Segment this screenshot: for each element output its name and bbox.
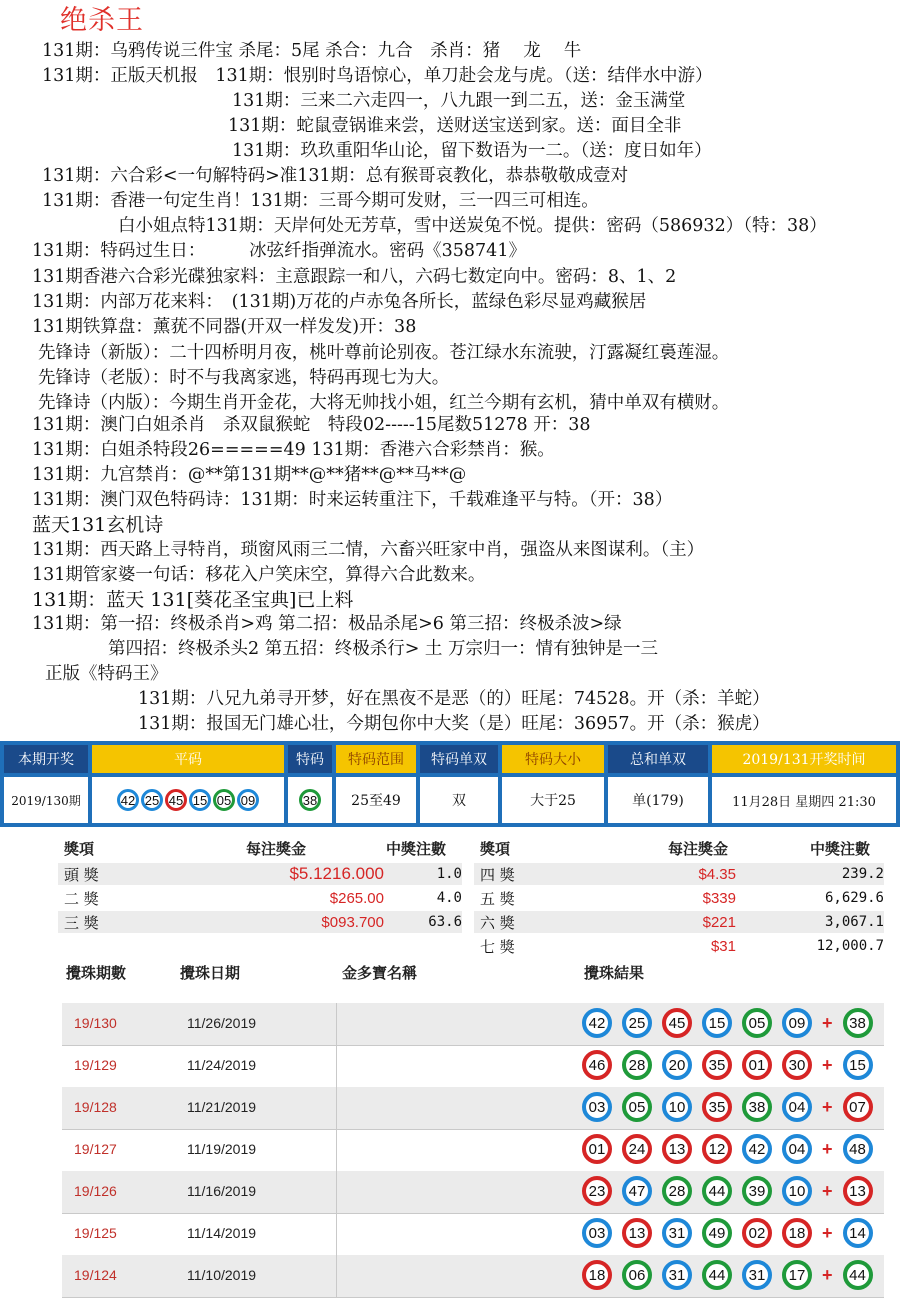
lottery-ball: 13 bbox=[622, 1218, 652, 1248]
prize-count: 4.0 bbox=[436, 890, 462, 906]
text-line: 131期：正版天机报 131期：恨别时鸟语惊心，单刀赴会龙与虎。（送：结伴水中游） bbox=[42, 66, 713, 86]
prize-count: 12,000.7 bbox=[816, 938, 884, 954]
special-ball: 48 bbox=[843, 1134, 873, 1164]
prize-header-amount: 每注獎金 bbox=[668, 840, 729, 858]
header-special-number: 特码 bbox=[288, 745, 332, 773]
draw-date: 11/10/2019 bbox=[187, 1267, 257, 1283]
lottery-ball: 25 bbox=[141, 789, 163, 811]
prize-count: 1.0 bbox=[436, 866, 462, 882]
draw-period: 19/127 bbox=[74, 1141, 117, 1157]
prize-row bbox=[474, 911, 884, 933]
text-line: 131期：香港一句定生肖！131期：三哥今期可发财，三一四三可相连。 bbox=[42, 191, 599, 211]
lottery-ball: 35 bbox=[702, 1050, 732, 1080]
result-balls bbox=[582, 1008, 873, 1038]
lottery-ball: 04 bbox=[782, 1092, 812, 1122]
lottery-ball: 42 bbox=[582, 1008, 612, 1038]
special-ball: 14 bbox=[843, 1218, 873, 1248]
header-current-draw: 本期开奖 bbox=[4, 745, 88, 773]
special-big-small: 大于25 bbox=[502, 777, 604, 823]
lottery-ball: 04 bbox=[782, 1134, 812, 1164]
prize-amount: $31 bbox=[710, 937, 736, 955]
regular-balls bbox=[92, 777, 284, 823]
lottery-ball: 09 bbox=[782, 1008, 812, 1038]
result-balls bbox=[582, 1092, 873, 1122]
table-row bbox=[62, 1087, 884, 1130]
special-ball: 07 bbox=[843, 1092, 873, 1122]
table-row bbox=[62, 1171, 884, 1214]
prize-amount: $093.700 bbox=[321, 913, 384, 931]
prize-amount: $339 bbox=[702, 889, 736, 907]
special-ball: 13 bbox=[843, 1176, 873, 1206]
result-balls bbox=[582, 1134, 873, 1164]
prize-count: 3,067.1 bbox=[824, 914, 884, 930]
column-divider bbox=[336, 1129, 337, 1171]
lottery-ball: 17 bbox=[782, 1260, 812, 1290]
prize-name: 二 獎 bbox=[64, 889, 99, 908]
lottery-ball: 15 bbox=[189, 789, 211, 811]
lottery-ball: 05 bbox=[622, 1092, 652, 1122]
draw-period: 19/124 bbox=[74, 1267, 117, 1283]
lottery-ball: 18 bbox=[782, 1218, 812, 1248]
prize-row bbox=[474, 863, 884, 885]
text-line: 先锋诗（老版）：时不与我离家逃，特码再现七为大。 bbox=[38, 368, 450, 388]
draw-date: 11/19/2019 bbox=[187, 1141, 257, 1157]
result-balls bbox=[582, 1260, 873, 1290]
draw-date: 11/14/2019 bbox=[187, 1225, 257, 1241]
header-special-big-small: 特码大小 bbox=[502, 745, 604, 773]
header-regular-numbers: 平码 bbox=[92, 745, 284, 773]
text-line: 131期：白姐杀特段26=====49 131期：香港六合彩禁肖：猴。 bbox=[32, 440, 555, 460]
plus-icon: + bbox=[822, 1012, 833, 1033]
lottery-ball: 38 bbox=[742, 1092, 772, 1122]
prize-amount: $4.35 bbox=[698, 865, 736, 883]
lottery-ball: 39 bbox=[742, 1176, 772, 1206]
lottery-ball: 01 bbox=[582, 1134, 612, 1164]
prize-amount: $265.00 bbox=[329, 889, 384, 907]
text-line: 131期：三来二六走四一，八九跟一到二五，送：金玉满堂 bbox=[232, 91, 686, 111]
lottery-ball: 42 bbox=[742, 1134, 772, 1164]
lottery-ball: 05 bbox=[213, 789, 235, 811]
prize-name: 五 獎 bbox=[480, 889, 515, 908]
lottery-ball: 03 bbox=[582, 1218, 612, 1248]
lottery-ball: 31 bbox=[662, 1260, 692, 1290]
text-line: 131期管家婆一句话：移花入户笑床空，算得六合此数来。 bbox=[32, 565, 486, 585]
draw-date: 11/16/2019 bbox=[187, 1183, 257, 1199]
prize-count: 239.2 bbox=[841, 866, 884, 882]
text-line: 131期：报国无门雄心壮，今期包你中大奖（是）旺尾：36957。开（杀：猴虎） bbox=[138, 714, 770, 734]
prize-row bbox=[474, 887, 884, 909]
special-ball: 44 bbox=[843, 1260, 873, 1290]
text-line: 131期：澳门白姐杀肖 杀双鼠猴蛇 特段02-----15尾数51278 开：38 bbox=[32, 415, 591, 435]
lottery-ball: 49 bbox=[702, 1218, 732, 1248]
plus-icon: + bbox=[822, 1138, 833, 1159]
header-special-range: 特码范围 bbox=[336, 745, 416, 773]
lottery-ball: 46 bbox=[582, 1050, 612, 1080]
lottery-ball: 01 bbox=[742, 1050, 772, 1080]
prize-header-count: 中獎注數 bbox=[810, 840, 871, 858]
results-header-name: 金多寶名稱 bbox=[342, 964, 418, 982]
table-row bbox=[62, 1003, 884, 1046]
lottery-ball: 45 bbox=[662, 1008, 692, 1038]
results-header-period: 攪珠期數 bbox=[66, 964, 127, 982]
draw-period: 19/125 bbox=[74, 1225, 117, 1241]
prize-header-amount: 每注獎金 bbox=[246, 840, 307, 858]
text-line: 131期：第一招：终极杀肖>鸡 第二招：极品杀尾>6 第三招：终极杀波>绿 bbox=[32, 614, 622, 634]
prize-name: 六 獎 bbox=[480, 913, 515, 932]
lottery-ball: 02 bbox=[742, 1218, 772, 1248]
column-divider bbox=[336, 1045, 337, 1087]
text-line: 先锋诗（内版）：今期生肖开金花，大将无帅找小姐，红兰今期有玄机，猜中单双有横财。 bbox=[38, 393, 730, 413]
lottery-ball: 31 bbox=[662, 1218, 692, 1248]
lottery-ball: 18 bbox=[582, 1260, 612, 1290]
prize-count: 63.6 bbox=[428, 914, 462, 930]
lottery-ball: 05 bbox=[742, 1008, 772, 1038]
lottery-ball: 42 bbox=[117, 789, 139, 811]
prize-count: 6,629.6 bbox=[824, 890, 884, 906]
lottery-ball: 20 bbox=[662, 1050, 692, 1080]
column-divider bbox=[336, 1003, 337, 1045]
text-line: 131期：蛇鼠壹锅谁来尝，送财送宝送到家。送：面目全非 bbox=[228, 116, 682, 136]
draw-period: 19/128 bbox=[74, 1099, 117, 1115]
prize-name: 七 獎 bbox=[480, 937, 515, 956]
special-range: 25至49 bbox=[336, 777, 416, 823]
lottery-ball: 44 bbox=[702, 1260, 732, 1290]
special-odd-even: 双 bbox=[420, 777, 498, 823]
plus-icon: + bbox=[822, 1264, 833, 1285]
special-ball: 38 bbox=[843, 1008, 873, 1038]
plus-icon: + bbox=[822, 1054, 833, 1075]
prize-name: 三 獎 bbox=[64, 913, 99, 932]
lottery-ball: 06 bbox=[622, 1260, 652, 1290]
text-line: 131期铁算盘：薰莸不同器(开双一样发发)开：38 bbox=[32, 317, 417, 337]
text-line: 131期：玖玖重阳华山论，留下数语为一二。（送：度日如年） bbox=[232, 141, 712, 161]
text-line: 蓝天131玄机诗 bbox=[32, 514, 164, 536]
special-ball: 15 bbox=[843, 1050, 873, 1080]
column-divider bbox=[336, 1087, 337, 1129]
prize-amount: $5.1216.000 bbox=[289, 864, 384, 883]
lottery-ball: 13 bbox=[662, 1134, 692, 1164]
table-row bbox=[62, 1129, 884, 1172]
header-special-odd-even: 特码单双 bbox=[420, 745, 498, 773]
prize-row bbox=[58, 887, 462, 909]
special-ball: 38 bbox=[299, 789, 321, 811]
table-row bbox=[62, 1045, 884, 1088]
result-balls bbox=[582, 1050, 873, 1080]
lottery-ball: 25 bbox=[622, 1008, 652, 1038]
lottery-ball: 28 bbox=[622, 1050, 652, 1080]
results-header-result: 攪珠結果 bbox=[584, 964, 645, 982]
result-balls bbox=[582, 1176, 873, 1206]
text-line: 131期：特码过生日： 冰弦纤指弹流水。密码《358741》 bbox=[32, 241, 526, 261]
plus-icon: + bbox=[822, 1222, 833, 1243]
draw-period: 2019/130期 bbox=[4, 777, 88, 823]
lottery-ball: 28 bbox=[662, 1176, 692, 1206]
lottery-ball: 09 bbox=[237, 789, 259, 811]
draw-result-table bbox=[0, 741, 900, 827]
text-line: 131期：内部万花来料： (131期)万花的卢赤兔各所长，蓝绿色彩尽显鸡藏猴居 bbox=[32, 292, 647, 312]
draw-date: 11/26/2019 bbox=[187, 1015, 257, 1031]
prize-header-name: 獎項 bbox=[64, 840, 95, 858]
text-line: 131期：乌鸦传说三件宝 杀尾：5尾 杀合：九合 杀肖：猪 龙 牛 bbox=[42, 41, 582, 61]
prize-header-name: 獎項 bbox=[480, 840, 511, 858]
result-balls bbox=[582, 1218, 873, 1248]
lottery-ball: 12 bbox=[702, 1134, 732, 1164]
table-row bbox=[62, 1213, 884, 1256]
text-line: 第四招：终极杀头2 第五招：终极杀行> 土 万宗归一：情有独钟是一三 bbox=[108, 639, 658, 659]
text-line: 白小姐点特131期：天岸何处无芳草，雪中送炭兔不悦。提供：密码（586932）（特：38） bbox=[118, 216, 827, 236]
text-line: 131期：澳门双色特码诗：131期：时来运转重注下，千载难逢平与特。（开：38） bbox=[32, 490, 673, 510]
text-line: 131期：九宫禁肖：@**第131期**@**猪**@**马**@ bbox=[32, 465, 467, 485]
lottery-ball: 15 bbox=[702, 1008, 732, 1038]
lottery-ball: 45 bbox=[165, 789, 187, 811]
column-divider bbox=[336, 1213, 337, 1255]
prize-row bbox=[474, 935, 884, 957]
text-line: 131期：六合彩<一句解特码>准131期：总有猴哥哀教化，恭恭敬敬成壹对 bbox=[42, 166, 629, 186]
header-sum-odd-even: 总和单双 bbox=[608, 745, 708, 773]
text-line: 正版《特码王》 bbox=[45, 664, 168, 684]
draw-period: 19/126 bbox=[74, 1183, 117, 1199]
prize-header-count: 中獎注數 bbox=[386, 840, 447, 858]
lottery-ball: 10 bbox=[662, 1092, 692, 1122]
lottery-ball: 31 bbox=[742, 1260, 772, 1290]
column-divider bbox=[336, 1255, 337, 1297]
prize-name: 頭 獎 bbox=[64, 865, 99, 884]
text-line: 先锋诗（新版）：二十四桥明月夜，桃叶尊前论别夜。苍江绿水东流驶，汀露凝红裛莲湿。 bbox=[38, 343, 730, 363]
sum-odd-even: 单(179) bbox=[608, 777, 708, 823]
next-draw-time: 11月28日 星期四 21:30 bbox=[712, 777, 896, 823]
lottery-ball: 44 bbox=[702, 1176, 732, 1206]
column-divider bbox=[336, 1171, 337, 1213]
page-title: 绝杀王 bbox=[60, 5, 144, 36]
lottery-ball: 10 bbox=[782, 1176, 812, 1206]
lottery-ball: 47 bbox=[622, 1176, 652, 1206]
draw-period: 19/129 bbox=[74, 1057, 117, 1073]
text-line: 131期：西天路上寻特肖，琐窗风雨三二情，六畜兴旺家中肖，强盗从来图谋利。（主） bbox=[32, 540, 705, 560]
draw-date: 11/24/2019 bbox=[187, 1057, 257, 1073]
header-next-draw-time: 2019/131开奖时间 bbox=[712, 745, 896, 773]
lottery-ball: 35 bbox=[702, 1092, 732, 1122]
text-line: 131期：蓝天 131[葵花圣宝典]已上料 bbox=[32, 589, 354, 611]
special-ball-cell bbox=[288, 777, 332, 823]
text-line: 131期香港六合彩光碟独家料：主意跟踪一和八，六码七数定向中。密码：8、1、2 bbox=[32, 267, 677, 287]
plus-icon: + bbox=[822, 1180, 833, 1201]
prize-row bbox=[58, 911, 462, 933]
lottery-ball: 23 bbox=[582, 1176, 612, 1206]
plus-icon: + bbox=[822, 1096, 833, 1117]
lottery-ball: 03 bbox=[582, 1092, 612, 1122]
prize-name: 四 獎 bbox=[480, 865, 515, 884]
prize-row bbox=[58, 863, 462, 885]
prize-amount: $221 bbox=[702, 913, 736, 931]
draw-period: 19/130 bbox=[74, 1015, 117, 1031]
lottery-ball: 24 bbox=[622, 1134, 652, 1164]
lottery-ball: 30 bbox=[782, 1050, 812, 1080]
draw-date: 11/21/2019 bbox=[187, 1099, 257, 1115]
text-line: 131期：八兄九弟寻开梦，好在黑夜不是恶（的）旺尾：74528。开（杀：羊蛇） bbox=[138, 689, 770, 709]
results-header-date: 攪珠日期 bbox=[180, 964, 241, 982]
